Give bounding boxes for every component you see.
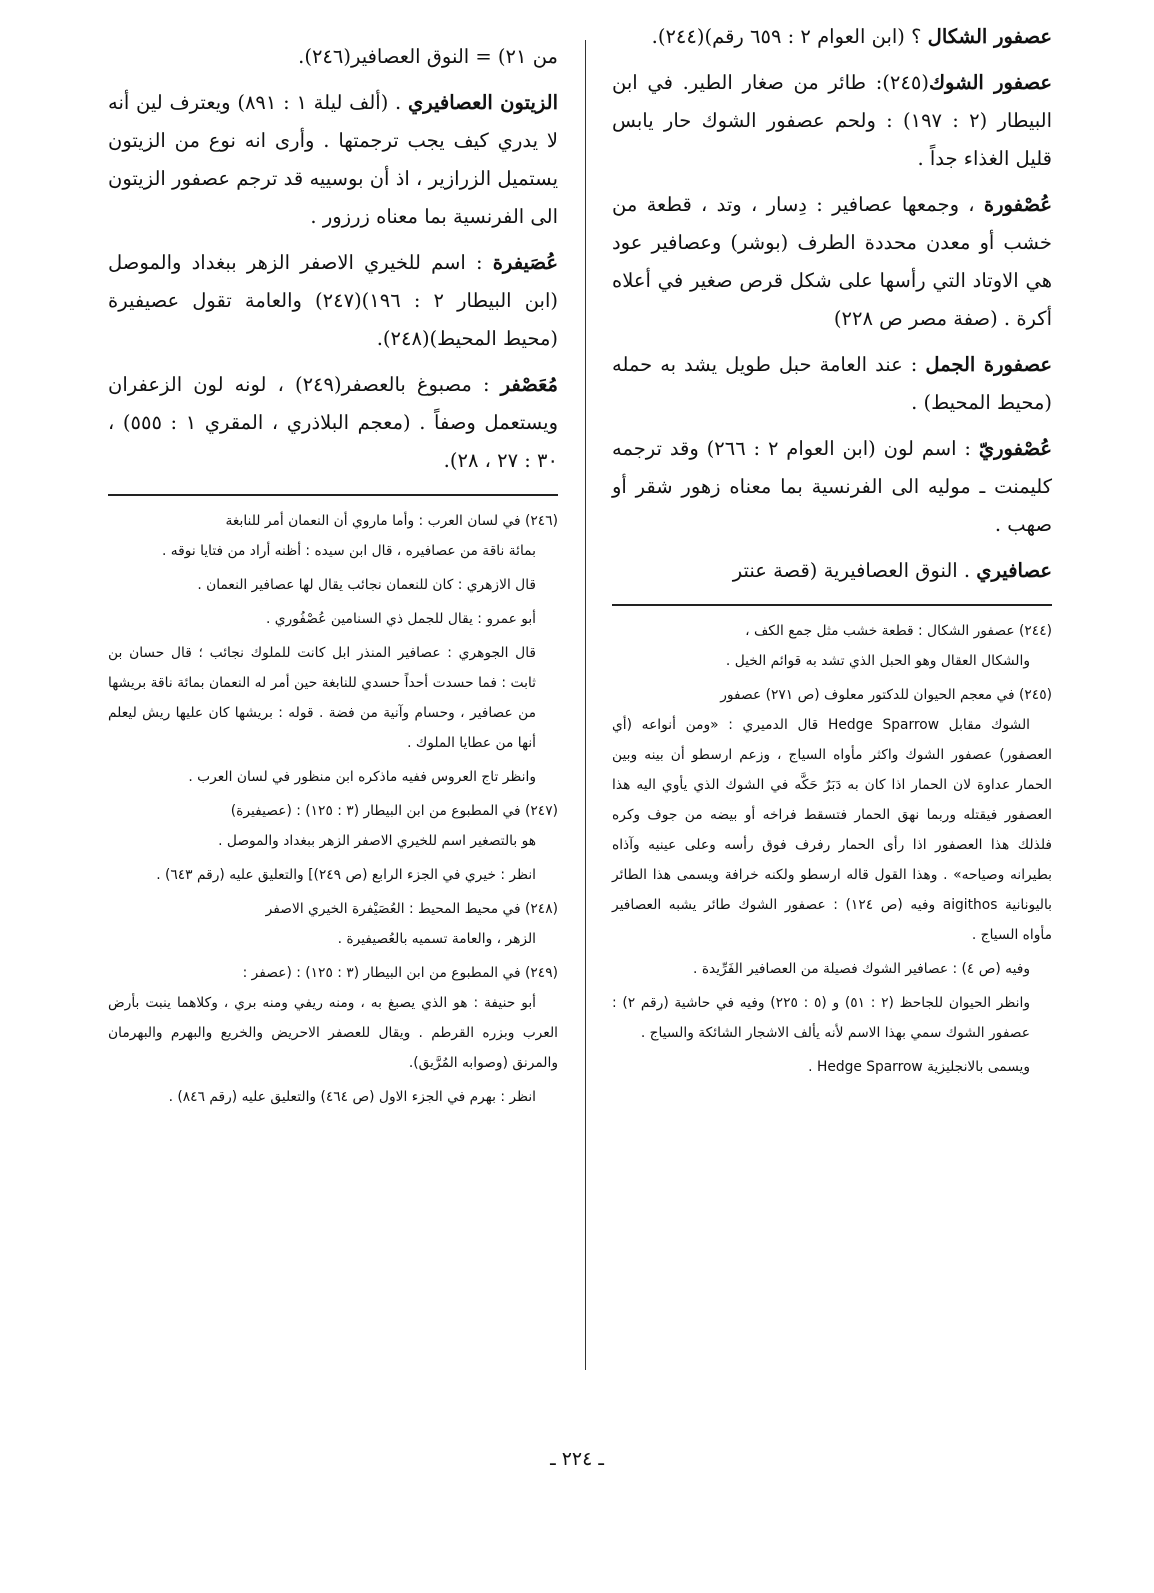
footnote-text: انظر : بهرم في الجزء الاول (ص ٤٦٤) والتعليق عليه (رقم ٨٤٦) . (168, 1089, 536, 1105)
footnote-text: ويسمى بالانجليزية Hedge Sparrow . (808, 1059, 1030, 1075)
footnote-text: انظر : خيري في الجزء الرابع (ص ٢٤٩)] والتعليق عليه (رقم ٦٤٣) . (156, 867, 536, 883)
footnote (612, 616, 1052, 676)
entry (108, 244, 558, 358)
footnote-text: أبو حنيفة : هو الذي يصبغ به ، ومنه ريفي ومنه بري ، وكلاهما ينبت بأرض العرب وبزره القرطم . ويقال للعصفر الاحريض والخريع والبهرم والبهرمان والمرنق (وصوابه المُرَّيق). (108, 995, 558, 1071)
footnote (108, 894, 558, 954)
page-number: ـ ٢٢٤ ـ (550, 1448, 604, 1470)
entry-text: ؟ (ابن العوام ٢ : ٦٥٩ رقم)(٢٤٤). (651, 25, 928, 48)
footnote (108, 506, 558, 566)
footnote-text: وفيه (ص ٤) : عصافير الشوك فصيلة من العصافير الفَرِّيدة . (693, 961, 1030, 977)
entry (612, 430, 1052, 544)
entry-headword: عصفور الشوك (928, 71, 1052, 94)
entry-headword: عصفور الشكال (927, 25, 1052, 48)
entry-headword: عصفورة الجمل (925, 353, 1052, 376)
footnote-text: قال الازهري : كان للنعمان نجائب يقال لها عصافير النعمان . (197, 577, 536, 593)
footnote (108, 638, 558, 758)
entry-headword: مُعَصْفر (500, 373, 558, 396)
entry (108, 84, 558, 236)
footnote-text: وانظر تاج العروس ففيه ماذكره ابن منظور في لسان العرب . (188, 769, 536, 785)
entry-headword: عُصْفورة (983, 193, 1052, 216)
footnote (108, 762, 558, 792)
footnote-text: قال الجوهري : عصافير المنذر ابل كانت للملوك نجائب ؛ قال حسان بن ثابت : فما حسدت أحداً حسدي للنابغة حين أمر له النعمان بمائة ناقة بريشها من عصافير ، وحسام وآنية من فضة . قوله : بريشها كان عليها ريش ليعلم أنها من عطايا الملوك . (108, 645, 536, 751)
footnote-first-line: (٢٤٧) في المطبوع من ابن البيطار (٣ : ١٢٥) : (عصيفيرة) (230, 803, 558, 819)
footnote-text: وانظر الحيوان للجاحظ (٢ : ٥١) و (٥ : ٢٢٥) وفيه في حاشية (رقم ٢) : عصفور الشوك سمي بهذا الاسم لأنه يألف الاشجار الشائكة والسياج . (612, 995, 1031, 1041)
entry-text: . (ألف ليلة ١ : ٨٩١) ويعترف لين أنه لا يدري كيف يجب ترجمتها . وأرى انه نوع من الزيتون يستميل الزرازير ، اذ أن بوسييه قد ترجم عصفور الزيتون الى الفرنسية بما معناه زرزور . (108, 91, 558, 228)
entry-text: . النوق العصافيرية (قصة عنتر (732, 559, 977, 582)
footnote-first-line: (٢٤٥) في معجم الحيوان للدكتور معلوف (ص ٢٧١) عصفور (720, 687, 1052, 703)
entry-headword: عصافيري (976, 559, 1052, 582)
left-column (108, 38, 558, 1116)
footnote-text: الشوك مقابل Hedge Sparrow قال الدميري : «ومن أنواعه (أي العصفور) عصفور الشوك واكثر مأواه السياج ، وزعم ارسطو أن بينه وبين الحمار عداوة لان الحمار اذا كان به دَبَرٌ حَكَّه في الشوك الذي يأوي اليه هذا العصفور فيقتله وربما نهق الحمار فتسقط فراخه أو بيضه من جوف وكره فلذلك هذا العصفور اذا رأى الحمار رفرف فوق رأسه وعلى عينيه وآذاه بطيرانه وصياحه» . وهذا القول قاله ارسطو ولكنه خرافة ويسمى هذا الطائر باليونانية aigithos وفيه (ص ١٢٤) : عصفور الشوك طائر يشبه العصافير مأواه السياج . (612, 717, 1052, 943)
right-column (612, 18, 1052, 1086)
footnote (612, 954, 1052, 984)
footnote-text: هو بالتصغير اسم للخيري الاصفر الزهر ببغداد والموصل . (218, 833, 536, 849)
entry (612, 64, 1052, 178)
footnote-first-line: (٢٤٩) في المطبوع من ابن البيطار (٣ : ١٢٥) : (عصفر : (242, 965, 558, 981)
footnote-first-line: (٢٤٨) في محيط المحيط : العُصَيْفرة الخيري الاصفر (265, 901, 558, 917)
entry-text: ، وجمعها عصافير : دِسار ، وتد ، قطعة من خشب أو معدن محددة الطرف (بوشر) وعصافير عود هي الاوتاد التي رأسها على شكل قرص صغير في أعلاه أكرة . (صفة مصر ص ٢٢٨) (612, 193, 1052, 330)
footnote-first-line: (٢٤٤) عصفور الشكال : قطعة خشب مثل جمع الكف ، (745, 623, 1052, 639)
entry (612, 186, 1052, 338)
footnote (612, 988, 1052, 1048)
footnote (108, 604, 558, 634)
right-main-text (612, 18, 1052, 590)
entry-text: : مصبوغ بالعصفر(٢٤٩) ، لونه لون الزعفران ويستعمل وصفاً . (معجم البلاذري ، المقري ١ : ٥٥٥) ، ٣٠ : ٢٧ ، ٢٨). (108, 373, 558, 472)
footnote (108, 570, 558, 600)
footnote-first-line: (٢٤٦) في لسان العرب : وأما ماروي أن النعمان أمر للنابغة (225, 513, 558, 529)
footnote (108, 1082, 558, 1112)
entry-headword: عُصَيفرة (492, 251, 558, 274)
footnote (612, 680, 1052, 950)
footnote (612, 1052, 1052, 1082)
footnote-separator (612, 604, 1052, 606)
entry (612, 552, 1052, 590)
entry (108, 366, 558, 480)
entry-text: : عند العامة حبل طويل يشد به حمله (محيط المحيط) . (612, 353, 1052, 414)
footnote-text: الزهر ، والعامة تسميه بالعُصيفيرة . (337, 931, 536, 947)
footnote (108, 796, 558, 856)
entry-text: (٢٤٥): طائر من صغار الطير. في ابن البيطار (٢ : ١٩٧) : ولحم عصفور الشوك حار يابس قليل الغذاء جداً . (612, 71, 1053, 170)
entry-text: من ٢١) = النوق العصافير(٢٤٦). (298, 45, 558, 68)
entry (108, 38, 558, 76)
left-footnotes (108, 506, 558, 1112)
entry-headword: عُصْفوريّ (978, 437, 1053, 460)
column-divider (585, 40, 586, 1370)
footnote-text: بمائة ناقة من عصافيره ، قال ابن سيده : أظنه أراد من فتايا نوقه . (162, 543, 536, 559)
entry (612, 346, 1052, 422)
footnote-separator (108, 494, 558, 496)
right-footnotes (612, 616, 1052, 1082)
footnote (108, 860, 558, 890)
entry-headword: الزيتون العصافيري (408, 91, 559, 114)
footnote (108, 958, 558, 1078)
footnote-text: أبو عمرو : يقال للجمل ذي السنامين عُصْفُوري . (265, 611, 536, 627)
footnote-text: والشكال العقال وهو الحبل الذي تشد به قوائم الخيل . (725, 653, 1030, 669)
entry-text: : اسم لون (ابن العوام ٢ : ٢٦٦) وقد ترجمه كليمنت ـ موليه الى الفرنسية بما معناه زهور شقر أو صهب . (612, 437, 1052, 536)
entry (612, 18, 1052, 56)
entry-text: : اسم للخيري الاصفر الزهر ببغداد والموصل (ابن البيطار ٢ : ١٩٦)(٢٤٧) والعامة تقول عصيفيرة (محيط المحيط)(٢٤٨). (108, 251, 558, 350)
left-main-text (108, 38, 558, 480)
